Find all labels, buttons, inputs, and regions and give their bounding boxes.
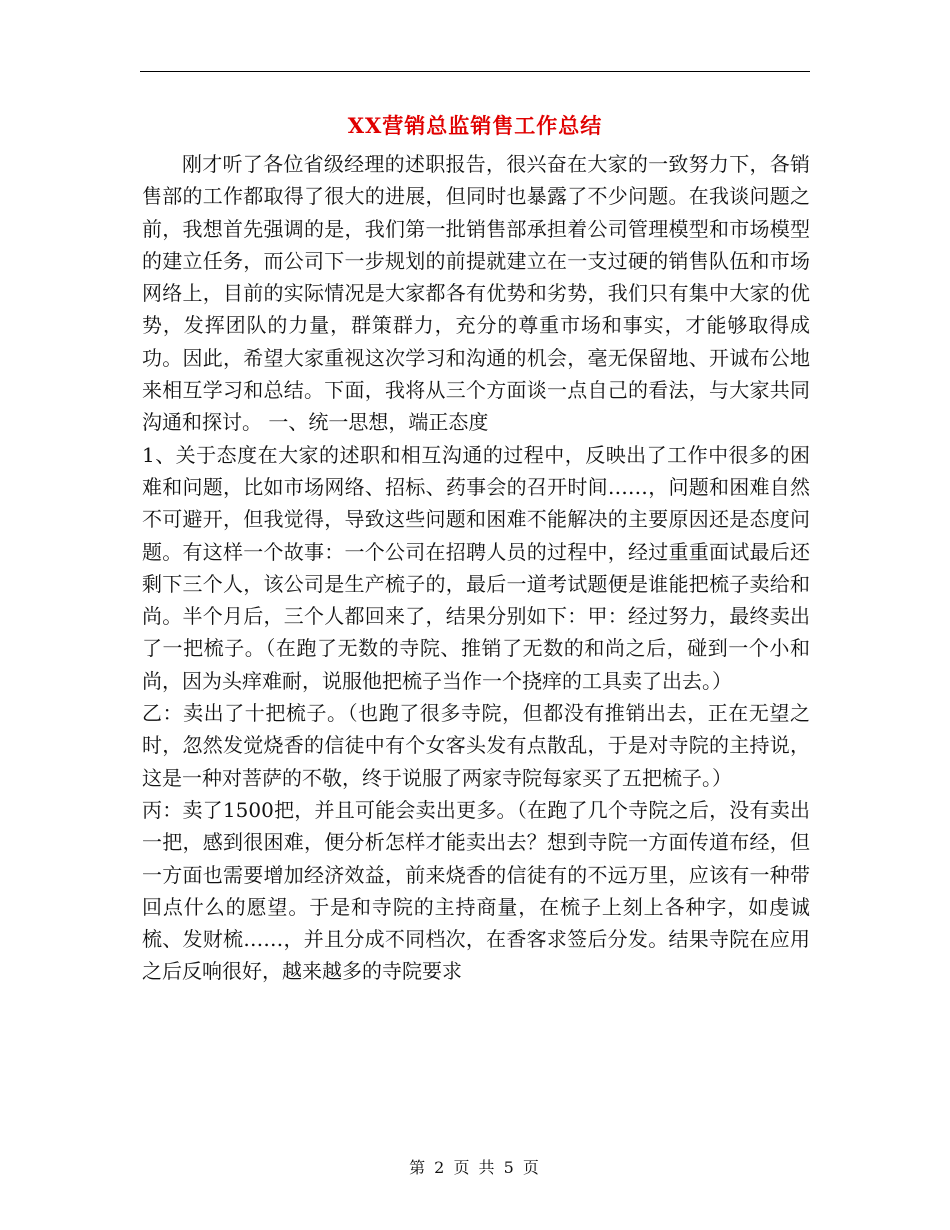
paragraph-yi: 乙：卖出了十把梳子。（也跑了很多寺院，但都没有推销出去，正在无望之时，忽然发觉烧香的信徒中有个女客头发有点散乱，于是对寺院的主持说，这是一种对菩萨的不敬，终于说服了两家寺院每家买了五把梳子。） [142, 701, 810, 790]
page-number: 第 2 页 共 5 页 [409, 1158, 541, 1177]
paragraph-intro: 刚才听了各位省级经理的述职报告，很兴奋在大家的一致努力下，各销售部的工作都取得了很大的进展，但同时也暴露了不少问题。在我谈问题之前，我想首先强调的是，我们第一批销售部承担着公司管理模型和市场模型的建立任务，而公司下一步规划的前提就建立在一支过硬的销售队伍和市场网络上，目前的实际情况是大家都各有优势和劣势，我们只有集中大家的优势，发挥团队的力量，群策群力，充分的尊重市场和事实，才能够取得成功。因此，希望大家重视这次学习和沟通的机会，毫无保留地、开诚布公地来相互学习和总结。下面，我将从三个方面谈一点自己的看法，与大家共同沟通和探讨。 一、统一思想，端正态度 [142, 152, 810, 435]
header-rule [140, 71, 810, 72]
paragraph-bing: 丙：卖了1500把，并且可能会卖出更多。（在跑了几个寺院之后，没有卖出一把，感到很困难，便分析怎样才能卖出去？想到寺院一方面传道布经，但一方面也需要增加经济效益，前来烧香的信徒有的不远万里，应该有一种带回点什么的愿望。于是和寺院的主持商量，在梳子上刻上各种字，如虔诚梳、发财梳……，并且分成不同档次，在香客求签后分发。结果寺院在应用之后反响很好，越来越多的寺院要求 [142, 797, 810, 984]
paragraph-attitude: 1、关于态度在大家的述职和相互沟通的过程中，反映出了工作中很多的困难和问题，比如市场网络、招标、药事会的召开时间……，问题和困难自然不可避开，但我觉得，导致这些问题和困难不能解决的主要原因还是态度问题。有这样一个故事：一个公司在招聘人员的过程中，经过重重面试最后还剩下三个人，该公司是生产梳子的，最后一道考试题便是谁能把梳子卖给和尚。半个月后，三个人都回来了，结果分别如下：甲：经过努力，最终卖出了一把梳子。（在跑了无数的寺院、推销了无数的和尚之后，碰到一个小和尚，因为头痒难耐，说服他把梳子当作一个挠痒的工具卖了出去。） [142, 442, 810, 693]
document-body [142, 148, 810, 988]
document-title: XX营销总监销售工作总结 [347, 113, 603, 138]
